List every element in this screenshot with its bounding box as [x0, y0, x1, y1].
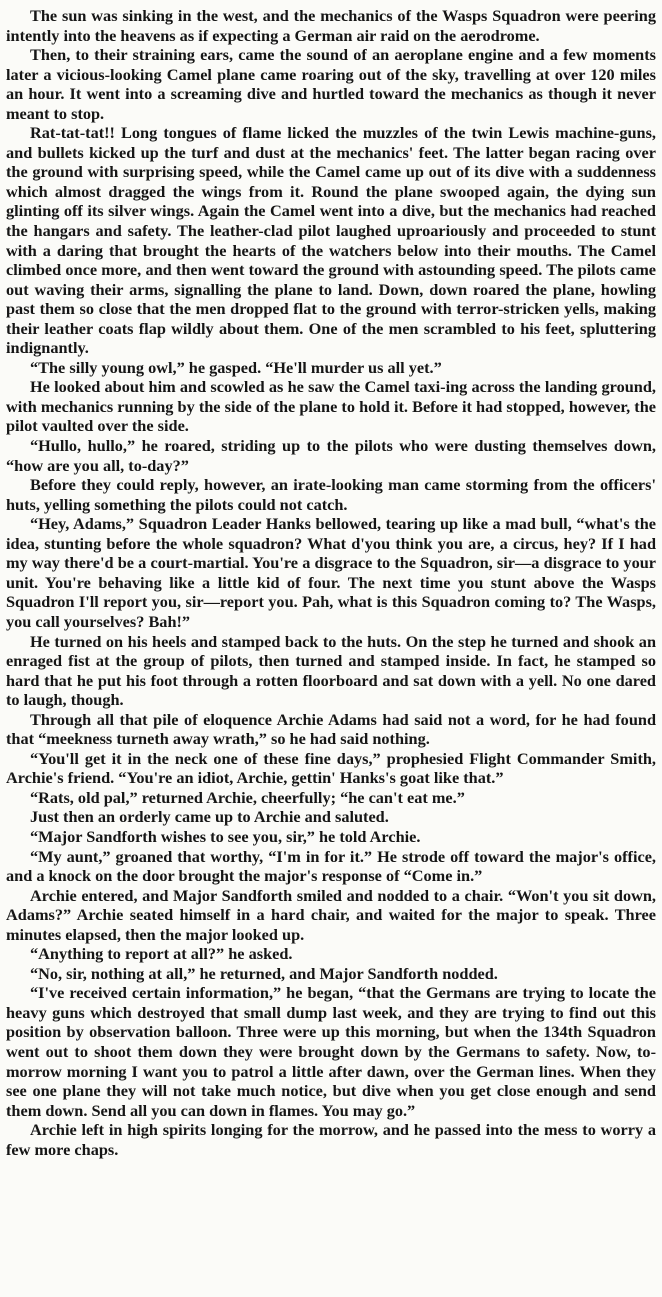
paragraph: Archie entered, and Major Sandforth smiled and nodded to a chair. “Won't you sit down, Adams?” Archie seated himself in a hard chair, and waited for the major to speak. Three minutes elapsed, then the major looked up.: [6, 885, 656, 944]
paragraph: “You'll get it in the neck one of these fine days,” prophesied Flight Commander Smith, Archie's friend. “You're an idiot, Archie, gettin' Hanks's goat like that.”: [6, 748, 656, 788]
paragraph: “No, sir, nothing at all,” he returned, and Major Sandforth nodded.: [30, 963, 498, 983]
paragraph: “Anything to report at all?” he asked.: [30, 944, 293, 964]
paragraph: “Hey, Adams,” Squadron Leader Hanks bellowed, tearing up like a mad bull, “what's the idea, stunting before the whole squadron? What d'you think you are, a circus, hey? If I had my way there'd be a court-martial. You're a disgrace to the Squadron, sir—a disgrace to your unit. You're behaving like a little kid of four. The next time you stunt above the Wasps Squadron I'll report you, sir—report you. Pah, what is this Squadron coming to? The Wasps, you call yourselves? Bah!”: [6, 514, 656, 631]
paragraph: The sun was sinking in the west, and the mechanics of the Wasps Squadron were peering intently into the heavens as if expecting a German air raid on the aerodrome.: [6, 6, 656, 45]
paragraph: “I've received certain information,” he began, “that the Germans are trying to locate the heavy guns which destroyed that small dump last week, and they are trying to find out this position by observation balloon. Three were up this morning, but when the 134th Squadron went out to shoot them down they were brought down by the Germans to safety. Now, to-morrow morning I want you to patrol a little after dawn, over the German lines. When they see one plane they will not take much notice, but dive when you get close enough and send them down. Send all you can down in flames. You may go.”: [6, 983, 656, 1120]
paragraph: “Major Sandforth wishes to see you, sir,” he told Archie.: [30, 826, 421, 846]
paragraph: He looked about him and scowled as he saw the Camel taxi-ing across the landing ground, with mechanics running by the side of the plane to hold it. Before it had stopped, however, the pilot vaulted over the side.: [6, 377, 656, 436]
paragraph: “The silly young owl,” he gasped. “He'll murder us all yet.”: [30, 357, 442, 377]
paragraph: Through all that pile of eloquence Archie Adams had said not a word, for he had found that “meekness turneth away wrath,” so he had said nothing.: [6, 709, 656, 749]
paragraph: “Rats, old pal,” returned Archie, cheerfully; “he can't eat me.”: [30, 787, 465, 807]
paragraph: Archie left in high spirits longing for the morrow, and he passed into the mess to worry a few more chaps.: [6, 1120, 656, 1159]
paragraph: Then, to their straining ears, came the sound of an aeroplane engine and a few moments later a vicious-looking Camel plane came roaring out of the sky, travelling at over 120 miles an hour. It went into a screaming dive and hurtled toward the mechanics as though it never meant to stop.: [6, 45, 656, 123]
paragraph: “My aunt,” groaned that worthy, “I'm in for it.” He strode off toward the major's office, and a knock on the door brought the major's response of “Come in.”: [6, 846, 656, 886]
paragraph: He turned on his heels and stamped back to the huts. On the step he turned and shook an enraged fist at the group of pilots, then turned and stamped inside. In fact, he stamped so hard that he put his foot through a rotten floorboard and sat down with a yell. No one dared to laugh, though.: [6, 631, 656, 710]
paragraph: Before they could reply, however, an irate-looking man came storming from the officers' huts, yelling something the pilots could not catch.: [6, 475, 656, 514]
paragraph: “Hullo, hullo,” he roared, striding up to the pilots who were dusting themselves down, “how are you all, to-day?”: [6, 436, 656, 475]
paragraph: Rat-tat-tat!! Long tongues of flame licked the muzzles of the twin Lewis machine-guns, and bullets kicked up the turf and dust at the mechanics' feet. The latter began racing over the ground with surprising speed, while the Camel came up out of its dive with a suddenness which almost dragged the wings from it. Round the plane swooped again, the dying sun glinting off its silver wings. Again the Camel went into a dive, but the mechanics had reached the hangars and safety. The leather-clad pilot laughed uproariously and proceeded to stunt with a daring that brought the hearts of the watchers below into their mouths. The Camel climbed once more, and then went toward the ground with astounding speed. The pilots came out waving their arms, signalling the plane to land. Down, down roared the plane, howling past them so close that the men dropped flat to the ground with terror-stricken yells, making their leather coats flap wildly about them. One of the men scrambled to his feet, spluttering indignantly.: [6, 123, 656, 358]
paragraph: Just then an orderly came up to Archie and saluted.: [30, 807, 389, 827]
